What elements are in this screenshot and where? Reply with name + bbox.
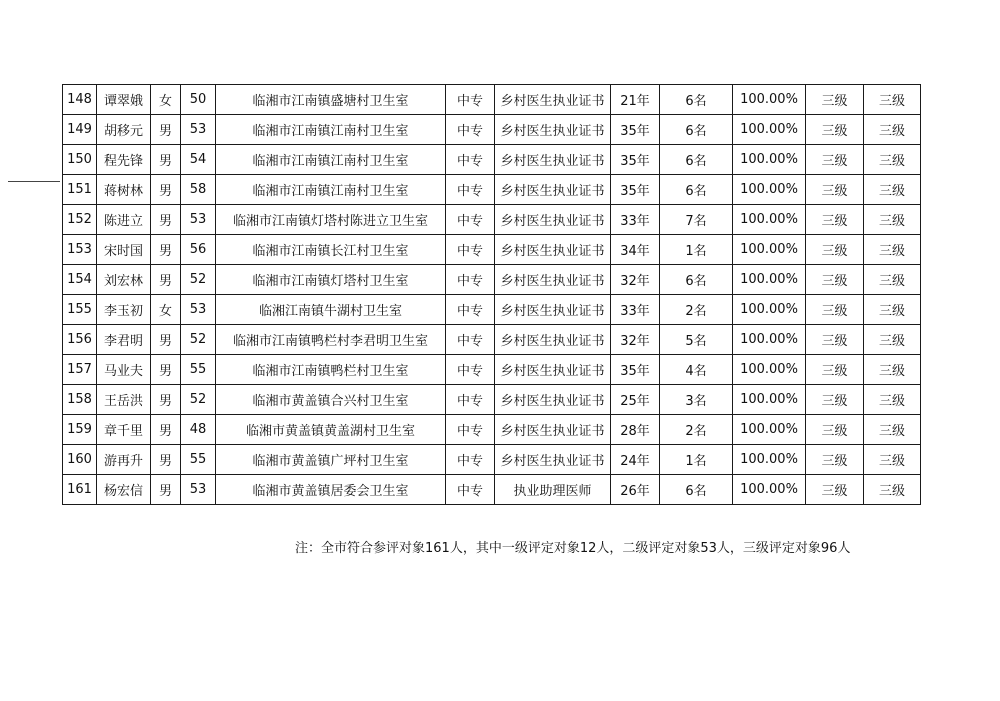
serial-number-cell: 150 — [63, 145, 97, 175]
rating-cell: 三级 — [864, 325, 921, 355]
table-row — [63, 145, 921, 175]
rate-cell: 100.00% — [733, 85, 806, 115]
education-cell: 中专 — [446, 475, 495, 505]
gender-cell: 女 — [151, 295, 181, 325]
serial-number-cell: 161 — [63, 475, 97, 505]
gender-cell: 男 — [151, 145, 181, 175]
level-cell: 三级 — [806, 475, 864, 505]
rate-cell: 100.00% — [733, 415, 806, 445]
count-cell: 6名 — [660, 145, 733, 175]
gender-cell: 男 — [151, 415, 181, 445]
level-cell: 三级 — [806, 295, 864, 325]
certificate-cell: 乡村医生执业证书 — [495, 175, 611, 205]
certificate-cell: 乡村医生执业证书 — [495, 205, 611, 235]
clinic-cell: 临湘市江南镇江南村卫生室 — [216, 145, 446, 175]
age-cell: 50 — [181, 85, 216, 115]
table-row — [63, 325, 921, 355]
service-years-cell: 28年 — [611, 415, 660, 445]
service-years-cell: 32年 — [611, 265, 660, 295]
name-cell: 马业夫 — [97, 355, 151, 385]
name-cell: 程先锋 — [97, 145, 151, 175]
serial-number-cell: 156 — [63, 325, 97, 355]
service-years-cell: 26年 — [611, 475, 660, 505]
gender-cell: 男 — [151, 325, 181, 355]
service-years-cell: 24年 — [611, 445, 660, 475]
gender-cell: 男 — [151, 265, 181, 295]
serial-number-cell: 153 — [63, 235, 97, 265]
clinic-cell: 临湘市江南镇江南村卫生室 — [216, 115, 446, 145]
certificate-cell: 乡村医生执业证书 — [495, 265, 611, 295]
name-cell: 谭翠娥 — [97, 85, 151, 115]
serial-number-cell: 158 — [63, 385, 97, 415]
clinic-cell: 临湘市江南镇长江村卫生室 — [216, 235, 446, 265]
gender-cell: 男 — [151, 445, 181, 475]
name-cell: 王岳洪 — [97, 385, 151, 415]
name-cell: 游再升 — [97, 445, 151, 475]
rate-cell: 100.00% — [733, 445, 806, 475]
rating-cell: 三级 — [864, 175, 921, 205]
rating-cell: 三级 — [864, 205, 921, 235]
education-cell: 中专 — [446, 145, 495, 175]
service-years-cell: 34年 — [611, 235, 660, 265]
education-cell: 中专 — [446, 265, 495, 295]
table-row — [63, 85, 921, 115]
clinic-cell: 临湘市江南镇盛塘村卫生室 — [216, 85, 446, 115]
gender-cell: 男 — [151, 385, 181, 415]
certificate-cell: 执业助理医师 — [495, 475, 611, 505]
service-years-cell: 25年 — [611, 385, 660, 415]
scan-margin-line — [8, 181, 60, 182]
education-cell: 中专 — [446, 205, 495, 235]
service-years-cell: 35年 — [611, 115, 660, 145]
level-cell: 三级 — [806, 445, 864, 475]
rating-cell: 三级 — [864, 445, 921, 475]
age-cell: 55 — [181, 355, 216, 385]
table-row — [63, 265, 921, 295]
age-cell: 53 — [181, 115, 216, 145]
rating-cell: 三级 — [864, 115, 921, 145]
rating-cell: 三级 — [864, 145, 921, 175]
serial-number-cell: 155 — [63, 295, 97, 325]
service-years-cell: 35年 — [611, 145, 660, 175]
serial-number-cell: 152 — [63, 205, 97, 235]
education-cell: 中专 — [446, 115, 495, 145]
rating-cell: 三级 — [864, 85, 921, 115]
clinic-cell: 临湘市江南镇灯塔村陈进立卫生室 — [216, 205, 446, 235]
age-cell: 53 — [181, 205, 216, 235]
rate-cell: 100.00% — [733, 265, 806, 295]
count-cell: 3名 — [660, 385, 733, 415]
age-cell: 48 — [181, 415, 216, 445]
count-cell: 6名 — [660, 85, 733, 115]
footnote: 注：全市符合参评对象161人，其中一级评定对象12人，二级评定对象53人，三级评定对象96人 — [295, 541, 851, 556]
rate-cell: 100.00% — [733, 355, 806, 385]
age-cell: 53 — [181, 475, 216, 505]
clinic-cell: 临湘市黄盖镇居委会卫生室 — [216, 475, 446, 505]
gender-cell: 男 — [151, 175, 181, 205]
count-cell: 2名 — [660, 415, 733, 445]
rating-cell: 三级 — [864, 235, 921, 265]
certificate-cell: 乡村医生执业证书 — [495, 415, 611, 445]
education-cell: 中专 — [446, 355, 495, 385]
rate-cell: 100.00% — [733, 115, 806, 145]
gender-cell: 男 — [151, 475, 181, 505]
education-cell: 中专 — [446, 295, 495, 325]
rating-cell: 三级 — [864, 475, 921, 505]
level-cell: 三级 — [806, 415, 864, 445]
rating-cell: 三级 — [864, 385, 921, 415]
level-cell: 三级 — [806, 175, 864, 205]
rating-cell: 三级 — [864, 265, 921, 295]
table-row — [63, 205, 921, 235]
clinic-cell: 临湘市黄盖镇黄盖湖村卫生室 — [216, 415, 446, 445]
education-cell: 中专 — [446, 235, 495, 265]
level-cell: 三级 — [806, 145, 864, 175]
name-cell: 杨宏信 — [97, 475, 151, 505]
level-cell: 三级 — [806, 265, 864, 295]
certificate-cell: 乡村医生执业证书 — [495, 385, 611, 415]
name-cell: 陈进立 — [97, 205, 151, 235]
level-cell: 三级 — [806, 385, 864, 415]
clinic-cell: 临湘市江南镇鸭栏村李君明卫生室 — [216, 325, 446, 355]
certificate-cell: 乡村医生执业证书 — [495, 115, 611, 145]
count-cell: 6名 — [660, 175, 733, 205]
level-cell: 三级 — [806, 325, 864, 355]
certificate-cell: 乡村医生执业证书 — [495, 145, 611, 175]
age-cell: 55 — [181, 445, 216, 475]
clinic-cell: 临湘市江南镇灯塔村卫生室 — [216, 265, 446, 295]
doctor-roster-table — [62, 84, 921, 505]
rate-cell: 100.00% — [733, 475, 806, 505]
service-years-cell: 33年 — [611, 205, 660, 235]
rate-cell: 100.00% — [733, 385, 806, 415]
clinic-cell: 临湘市江南镇鸭栏村卫生室 — [216, 355, 446, 385]
name-cell: 李君明 — [97, 325, 151, 355]
certificate-cell: 乡村医生执业证书 — [495, 445, 611, 475]
rating-cell: 三级 — [864, 415, 921, 445]
count-cell: 1名 — [660, 235, 733, 265]
service-years-cell: 32年 — [611, 325, 660, 355]
certificate-cell: 乡村医生执业证书 — [495, 295, 611, 325]
education-cell: 中专 — [446, 175, 495, 205]
serial-number-cell: 151 — [63, 175, 97, 205]
education-cell: 中专 — [446, 85, 495, 115]
table-row — [63, 235, 921, 265]
service-years-cell: 35年 — [611, 355, 660, 385]
rate-cell: 100.00% — [733, 235, 806, 265]
rate-cell: 100.00% — [733, 325, 806, 355]
name-cell: 李玉初 — [97, 295, 151, 325]
table-row — [63, 355, 921, 385]
table-row — [63, 415, 921, 445]
level-cell: 三级 — [806, 85, 864, 115]
certificate-cell: 乡村医生执业证书 — [495, 355, 611, 385]
age-cell: 53 — [181, 295, 216, 325]
education-cell: 中专 — [446, 445, 495, 475]
table-row — [63, 385, 921, 415]
count-cell: 4名 — [660, 355, 733, 385]
age-cell: 54 — [181, 145, 216, 175]
gender-cell: 男 — [151, 205, 181, 235]
name-cell: 蒋树林 — [97, 175, 151, 205]
level-cell: 三级 — [806, 115, 864, 145]
table-row — [63, 475, 921, 505]
level-cell: 三级 — [806, 355, 864, 385]
service-years-cell: 21年 — [611, 85, 660, 115]
education-cell: 中专 — [446, 415, 495, 445]
clinic-cell: 临湘江南镇牛湖村卫生室 — [216, 295, 446, 325]
gender-cell: 男 — [151, 355, 181, 385]
rate-cell: 100.00% — [733, 175, 806, 205]
name-cell: 刘宏林 — [97, 265, 151, 295]
count-cell: 2名 — [660, 295, 733, 325]
count-cell: 6名 — [660, 265, 733, 295]
clinic-cell: 临湘市黄盖镇广坪村卫生室 — [216, 445, 446, 475]
age-cell: 52 — [181, 325, 216, 355]
education-cell: 中专 — [446, 325, 495, 355]
table-row — [63, 115, 921, 145]
rate-cell: 100.00% — [733, 205, 806, 235]
rating-cell: 三级 — [864, 355, 921, 385]
gender-cell: 男 — [151, 235, 181, 265]
age-cell: 52 — [181, 385, 216, 415]
serial-number-cell: 148 — [63, 85, 97, 115]
roster-body — [63, 85, 921, 505]
count-cell: 6名 — [660, 475, 733, 505]
service-years-cell: 35年 — [611, 175, 660, 205]
name-cell: 胡移元 — [97, 115, 151, 145]
rate-cell: 100.00% — [733, 145, 806, 175]
level-cell: 三级 — [806, 235, 864, 265]
age-cell: 52 — [181, 265, 216, 295]
clinic-cell: 临湘市黄盖镇合兴村卫生室 — [216, 385, 446, 415]
table-row — [63, 175, 921, 205]
rate-cell: 100.00% — [733, 295, 806, 325]
name-cell: 宋时国 — [97, 235, 151, 265]
gender-cell: 女 — [151, 85, 181, 115]
clinic-cell: 临湘市江南镇江南村卫生室 — [216, 175, 446, 205]
count-cell: 1名 — [660, 445, 733, 475]
count-cell: 6名 — [660, 115, 733, 145]
gender-cell: 男 — [151, 115, 181, 145]
table-row — [63, 445, 921, 475]
certificate-cell: 乡村医生执业证书 — [495, 85, 611, 115]
age-cell: 58 — [181, 175, 216, 205]
serial-number-cell: 159 — [63, 415, 97, 445]
serial-number-cell: 154 — [63, 265, 97, 295]
table-row — [63, 295, 921, 325]
serial-number-cell: 157 — [63, 355, 97, 385]
serial-number-cell: 160 — [63, 445, 97, 475]
certificate-cell: 乡村医生执业证书 — [495, 235, 611, 265]
count-cell: 7名 — [660, 205, 733, 235]
service-years-cell: 33年 — [611, 295, 660, 325]
count-cell: 5名 — [660, 325, 733, 355]
serial-number-cell: 149 — [63, 115, 97, 145]
name-cell: 章千里 — [97, 415, 151, 445]
certificate-cell: 乡村医生执业证书 — [495, 325, 611, 355]
level-cell: 三级 — [806, 205, 864, 235]
age-cell: 56 — [181, 235, 216, 265]
rating-cell: 三级 — [864, 295, 921, 325]
education-cell: 中专 — [446, 385, 495, 415]
